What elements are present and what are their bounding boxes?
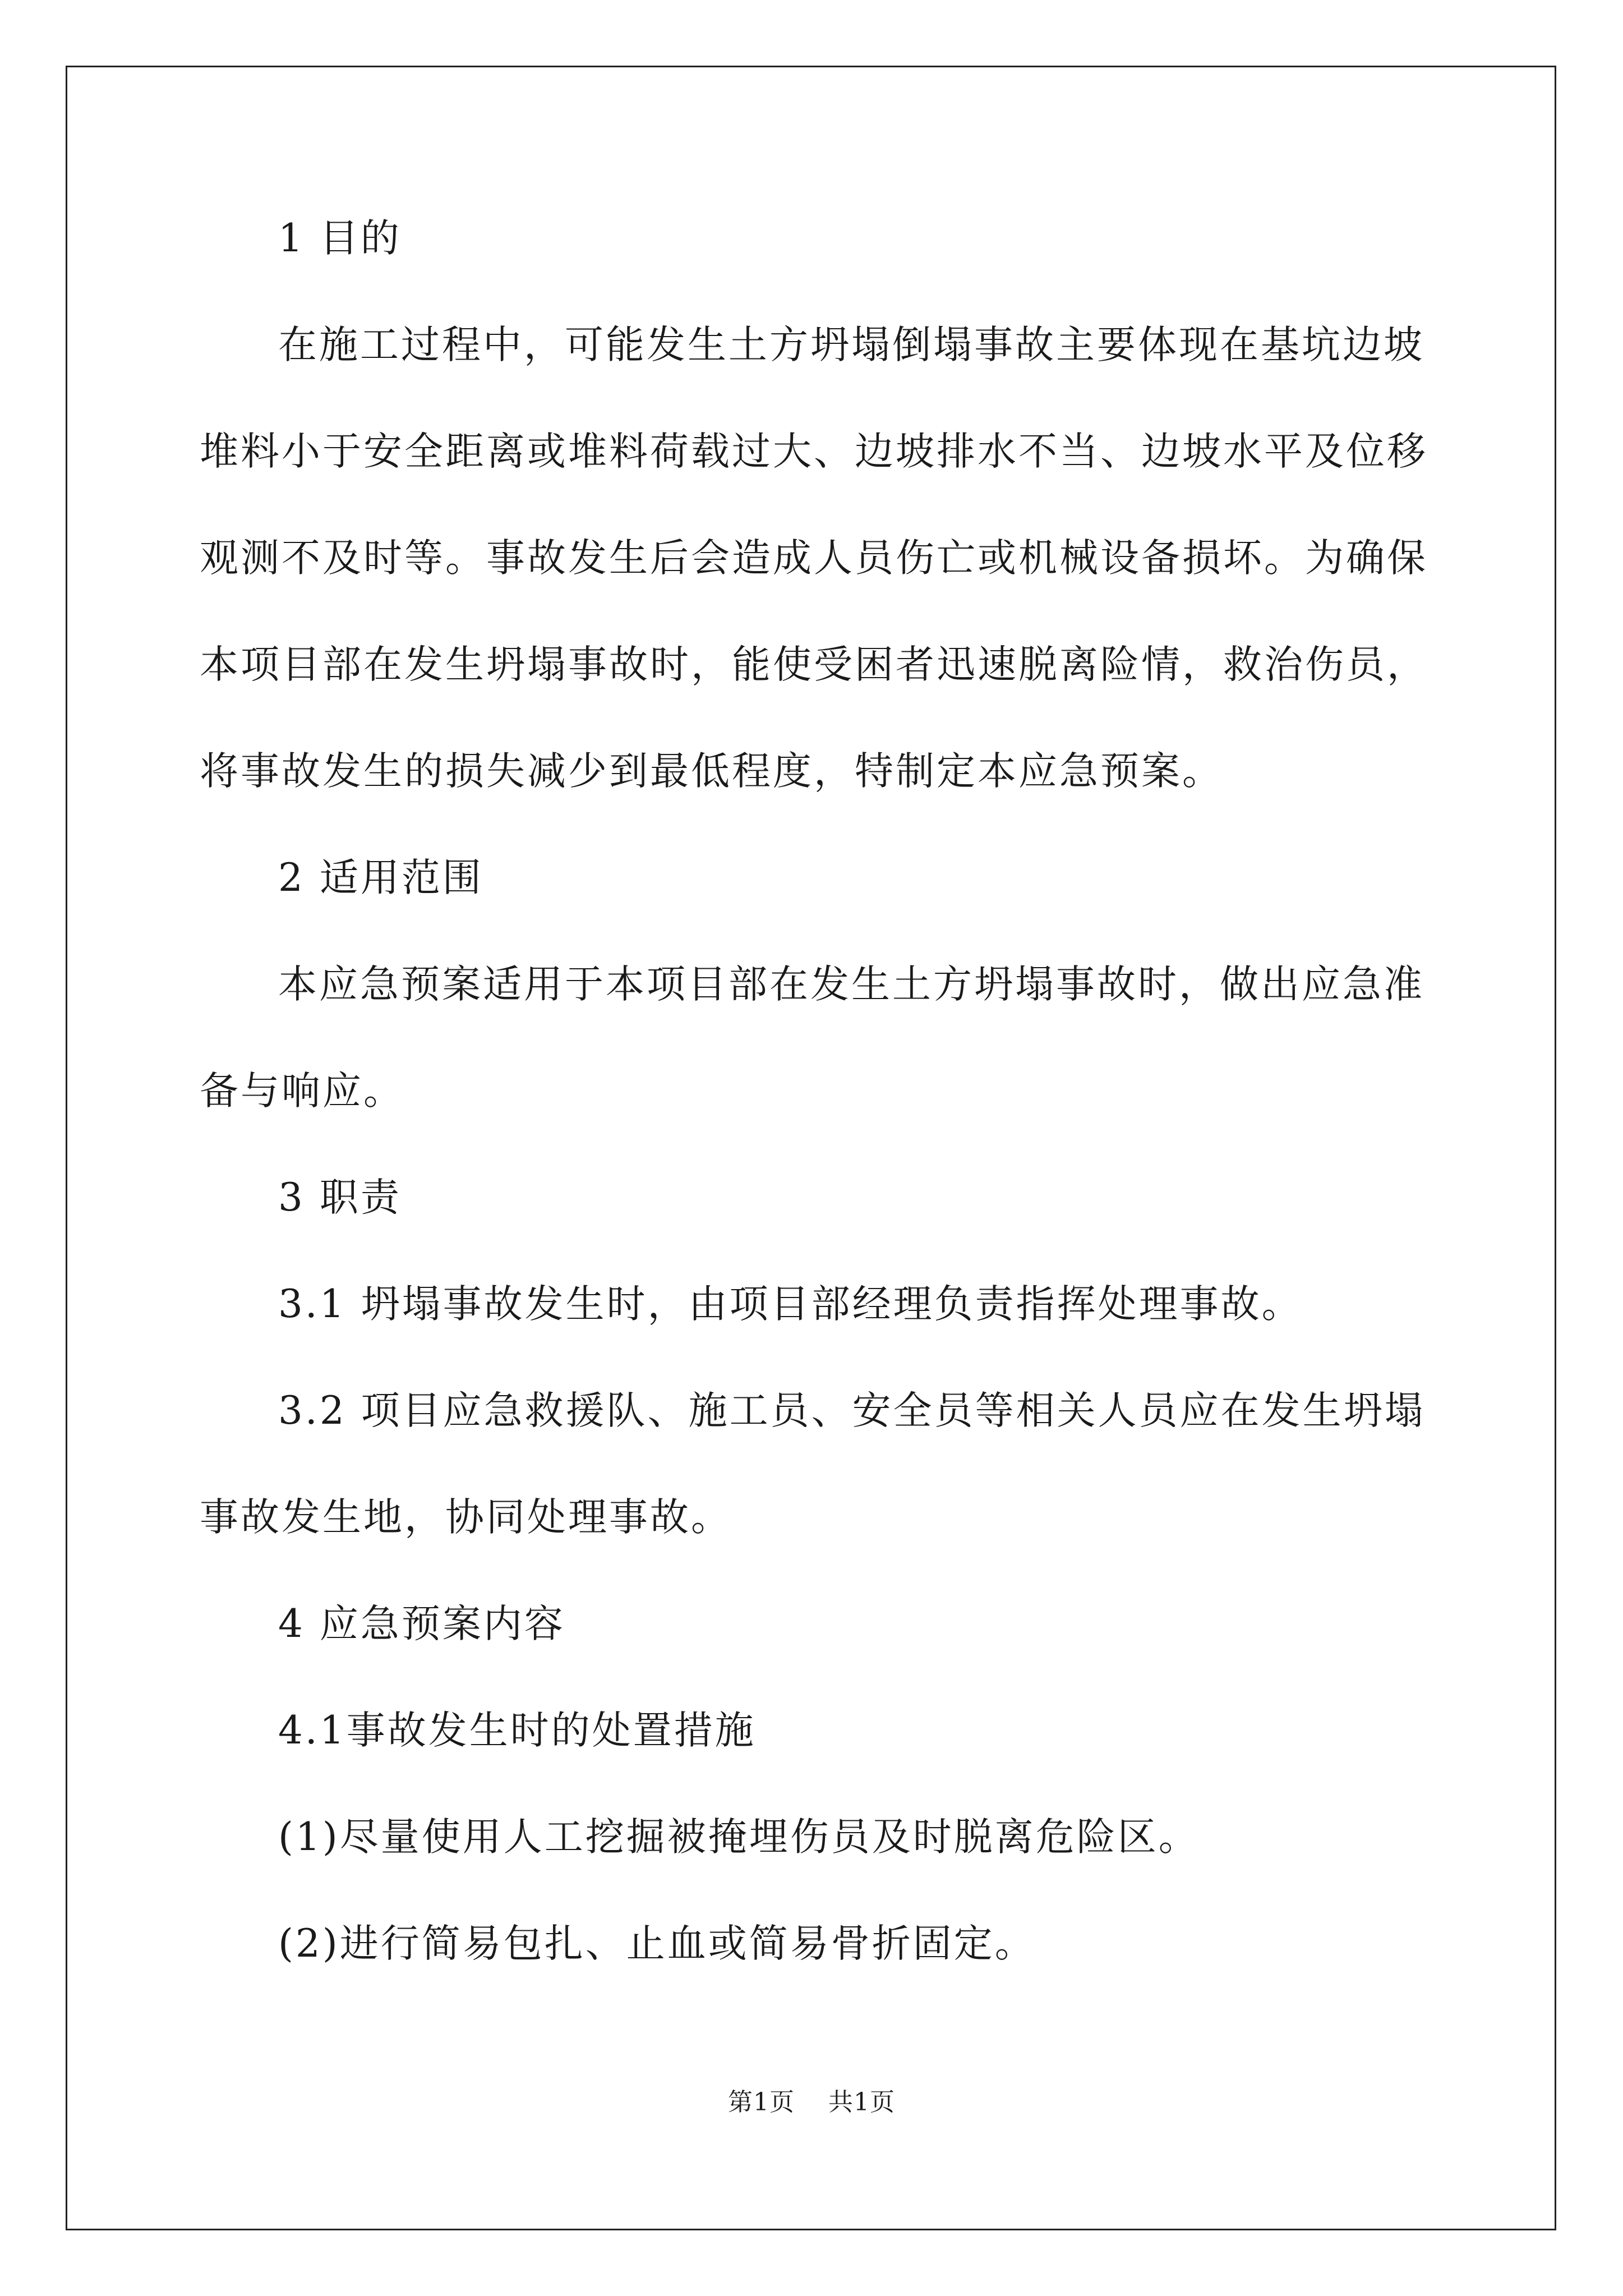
subheading-measures: 4.1事故发生时的处置措施 bbox=[278, 1708, 756, 1753]
paragraph-line: 本应急预案适用于本项目部在发生土方坍塌事故时，做出应急准 bbox=[278, 962, 1424, 1007]
paragraph-line: 3.2 项目应急救援队、施工员、安全员等相关人员应在发生坍塌 bbox=[278, 1388, 1426, 1433]
paragraph-line: 3.1 坍塌事故发生时，由项目部经理负责指挥处理事故。 bbox=[278, 1282, 1303, 1327]
heading-scope: 2 适用范围 bbox=[278, 855, 483, 900]
paragraph-line: 观测不及时等。事故发生后会造成人员伤亡或机械设备损坏。为确保 bbox=[200, 536, 1428, 581]
page-number-footer: 第1页 共1页 bbox=[728, 2088, 895, 2116]
heading-purpose: 1 目的 bbox=[278, 216, 402, 261]
paragraph-line: 备与响应。 bbox=[200, 1069, 404, 1114]
paragraph-line: 本项目部在发生坍塌事故时，能使受困者迅速脱离险情，救治伤员， bbox=[200, 642, 1428, 687]
paragraph-line: 堆料小于安全距离或堆料荷载过大、边坡排水不当、边坡水平及位移 bbox=[200, 429, 1428, 474]
list-item: (1)尽量使用人工挖掘被掩埋伤员及时脱离危险区。 bbox=[278, 1815, 1200, 1860]
page-border bbox=[66, 66, 1556, 2230]
heading-responsibilities: 3 职责 bbox=[278, 1175, 402, 1220]
heading-plan-content: 4 应急预案内容 bbox=[278, 1602, 565, 1646]
paragraph-line: 事故发生地，协同处理事故。 bbox=[200, 1495, 732, 1540]
paragraph-line: 在施工过程中，可能发生土方坍塌倒塌事故主要体现在基坑边坡 bbox=[278, 323, 1424, 367]
paragraph-line: 将事故发生的损失减少到最低程度，特制定本应急预案。 bbox=[200, 749, 1223, 794]
list-item: (2)进行简易包扎、止血或简易骨折固定。 bbox=[278, 1921, 1036, 1966]
